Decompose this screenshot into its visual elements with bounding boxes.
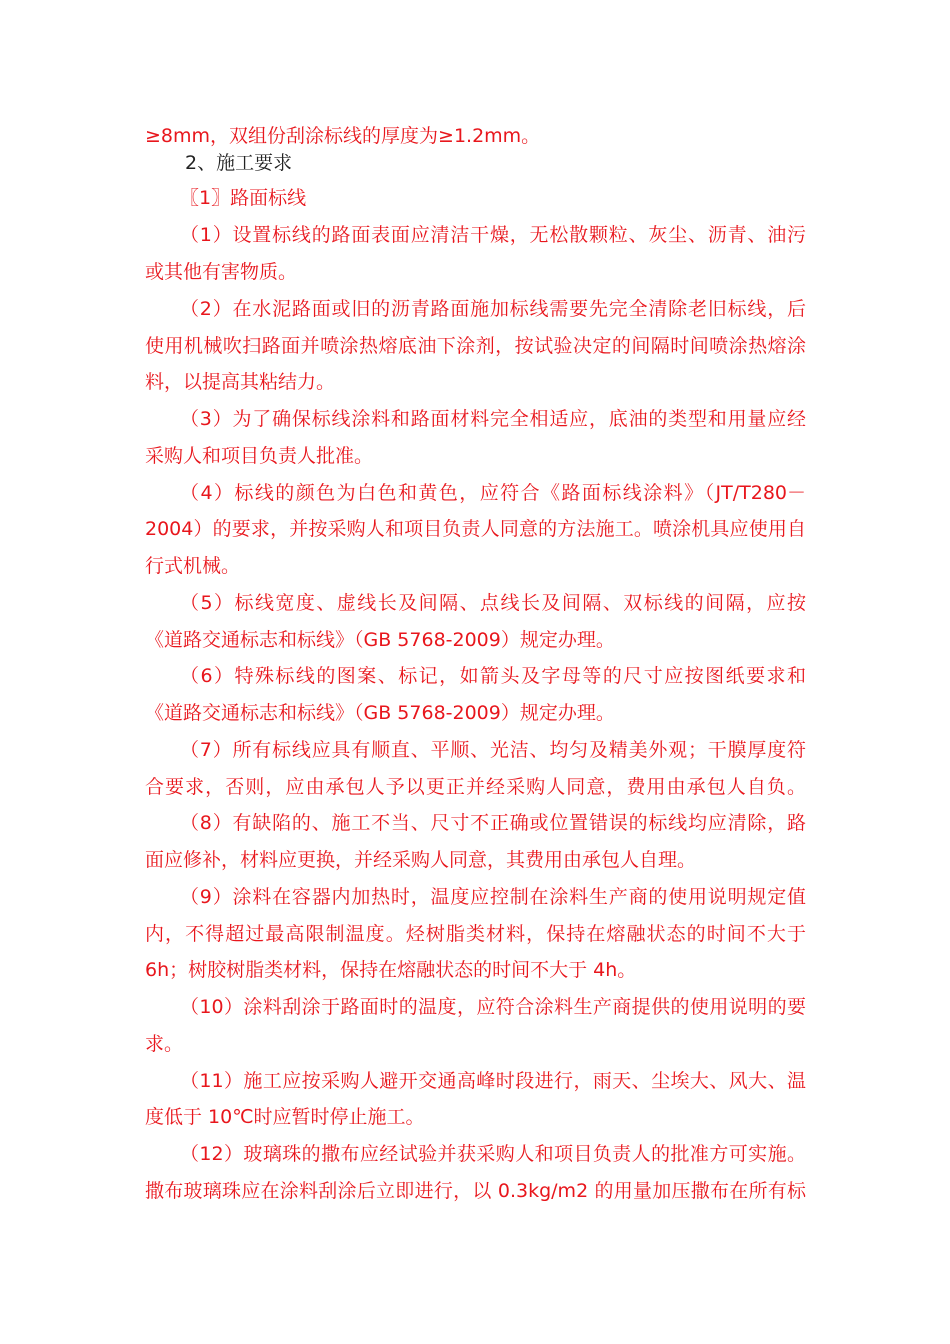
text-line: ≥8mm，双组份刮涂标线的厚度为≥1.2mm。	[145, 125, 541, 147]
text-line: 《道路交通标志和标线》（GB 5768-2009）规定办理。	[145, 702, 615, 724]
text-line: （5）标线宽度、虚线长及间隔、点线长及间隔、双标线的间隔，应按	[180, 592, 806, 614]
text-line: （2）在水泥路面或旧的沥青路面施加标线需要先完全清除老旧标线，后	[180, 298, 806, 320]
section-heading: 2、施工要求	[185, 152, 293, 174]
text-line: （8）有缺陷的、施工不当、尺寸不正确或位置错误的标线均应清除，路	[180, 812, 806, 834]
text-line: （3）为了确保标线涂料和路面材料完全相适应，底油的类型和用量应经	[180, 408, 806, 430]
text-line: 《道路交通标志和标线》（GB 5768-2009）规定办理。	[145, 629, 615, 651]
text-line: 合要求，否则，应由承包人予以更正并经采购人同意，费用由承包人自负。	[145, 776, 806, 798]
text-line: 或其他有害物质。	[145, 261, 298, 283]
text-line: 行式机械。	[145, 555, 241, 577]
text-line: （6）特殊标线的图案、标记，如箭头及字母等的尺寸应按图纸要求和	[180, 665, 806, 687]
text-line: （9）涂料在容器内加热时，温度应控制在涂料生产商的使用说明规定值	[180, 886, 806, 908]
text-line: 采购人和项目负责人批准。	[145, 445, 374, 467]
text-line: 面应修补，材料应更换，并经采购人同意，其费用由承包人自理。	[145, 849, 697, 871]
text-line: 6h；树胶树脂类材料，保持在熔融状态的时间不大于 4h。	[145, 959, 637, 981]
text-line: 使用机械吹扫路面并喷涂热熔底油下涂剂，按试验决定的间隔时间喷涂热熔涂	[145, 335, 806, 357]
text-line: （11）施工应按采购人避开交通高峰时段进行，雨天、尘埃大、风大、温	[180, 1070, 806, 1092]
text-line: （12）玻璃珠的撒布应经试验并获采购人和项目负责人的批准方可实施。	[180, 1143, 806, 1165]
subsection-heading: 〖1〗路面标线	[180, 187, 307, 209]
text-line: 求。	[145, 1033, 184, 1055]
text-line: （10）涂料刮涂于路面时的温度，应符合涂料生产商提供的使用说明的要	[180, 996, 806, 1018]
text-line: 度低于 10℃时应暂时停止施工。	[145, 1106, 425, 1128]
text-line: 2004）的要求，并按采购人和项目负责人同意的方法施工。喷涂机具应使用自	[145, 518, 806, 540]
text-line: 料，以提高其粘结力。	[145, 371, 336, 393]
text-line: 撒布玻璃珠应在涂料刮涂后立即进行，以 0.3kg/m2 的用量加压撒布在所有标	[145, 1180, 806, 1202]
text-line: 内，不得超过最高限制温度。烃树脂类材料，保持在熔融状态的时间不大于	[145, 923, 806, 945]
text-line: （4）标线的颜色为白色和黄色，应符合《路面标线涂料》（JT/T280－	[180, 482, 806, 504]
text-line: （1）设置标线的路面表面应清洁干燥，无松散颗粒、灰尘、沥青、油污	[180, 224, 806, 246]
text-line: （7）所有标线应具有顺直、平顺、光洁、均匀及精美外观；干膜厚度符	[180, 739, 806, 761]
